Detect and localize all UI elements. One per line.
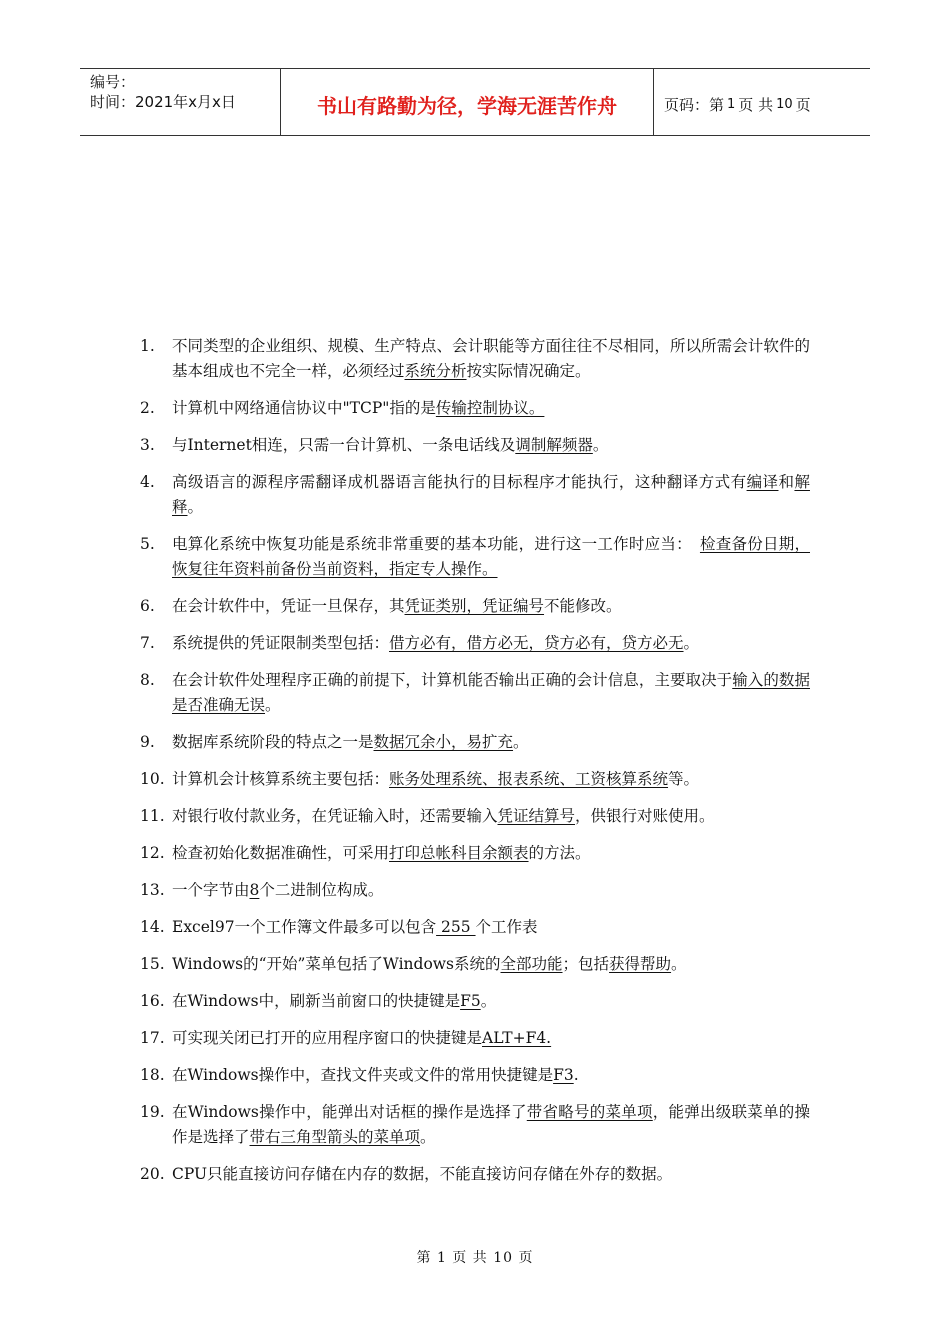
question-text: 。 (592, 436, 609, 454)
page-current: 1 (727, 96, 736, 112)
question-text: ；包括 (562, 955, 610, 973)
question-text: 按实际情况确定。 (466, 362, 591, 380)
question-text: 不能修改。 (544, 597, 622, 615)
question-text: 在会计软件中，凭证一旦保存，其 (172, 597, 405, 615)
question-text: Excel97一个工作簿文件最多可以包含 (172, 918, 437, 936)
list-item (140, 952, 810, 977)
item-number: 9. (140, 733, 155, 751)
answer-text: 编译 (746, 473, 779, 491)
answer-text: ALT+F4. (482, 1029, 552, 1047)
question-text: 。 (671, 955, 687, 973)
header-page-info (654, 69, 870, 135)
item-text (172, 1162, 810, 1187)
list-item (140, 841, 810, 866)
question-text: 在Windows操作中，查找文件夹或文件的常用快捷键是 (172, 1066, 554, 1084)
item-text (172, 989, 810, 1014)
question-list (140, 334, 810, 1199)
answer-text: 打印总帐科目余额表 (389, 844, 529, 862)
question-text: ，供银行对账使用。 (575, 807, 715, 825)
item-number: 16. (140, 992, 165, 1010)
answer-text: 系统分析 (404, 362, 467, 380)
item-number: 6. (140, 597, 155, 615)
question-text: CPU只能直接访问存储在内存的数据，不能直接访问存储在外存的数据。 (172, 1165, 673, 1183)
answer-text: 调制解频器 (515, 436, 593, 454)
list-item (140, 767, 810, 792)
item-text (172, 804, 810, 829)
list-item (140, 804, 810, 829)
serial-label: 编号： (90, 73, 136, 91)
question-text: 。 (480, 992, 497, 1010)
item-text (172, 1026, 810, 1051)
question-text: 不同类型的企业组织、规模、生产特点、会计职能等方面往往不尽相同，所以所需会计软件的基本组成也不完全一样，必须经过 (172, 337, 810, 380)
list-item (140, 1026, 810, 1051)
item-text (172, 433, 810, 458)
item-number: 15. (140, 955, 165, 973)
list-item (140, 334, 810, 384)
page-header (80, 68, 870, 136)
item-number: 5. (140, 535, 155, 553)
answer-text: 解释 (172, 473, 810, 516)
item-text (172, 532, 810, 582)
list-item (140, 878, 810, 903)
question-text: 可实现关闭已打开的应用程序窗口的快捷键是 (172, 1029, 483, 1047)
page-label-mid: 页 共 (738, 95, 774, 114)
list-item (140, 668, 810, 718)
item-number: 14. (140, 918, 165, 936)
page-label-suffix: 页 (795, 95, 811, 114)
answer-text: 输入的数据是否准确无误 (172, 671, 810, 714)
item-number: 18. (140, 1066, 165, 1084)
question-text: 数据库系统阶段的特点之一是 (172, 733, 374, 751)
item-number: 4. (140, 473, 155, 491)
question-text: 。 (683, 634, 700, 652)
item-text (172, 952, 810, 977)
question-text: 个工作表 (475, 918, 538, 936)
list-item (140, 915, 810, 940)
question-text: 系统提供的凭证限制类型包括： (172, 634, 390, 652)
answer-text: 账务处理系统、报表系统、工资核算系统 (389, 770, 669, 788)
item-number: 17. (140, 1029, 165, 1047)
answer-text: 获得帮助 (609, 955, 672, 973)
question-text: 在Windows操作中，能弹出对话框的操作是选择了 (172, 1103, 527, 1121)
question-text: 计算机会计核算系统主要包括： (172, 770, 390, 788)
item-number: 7. (140, 634, 155, 652)
question-text: 。 (513, 733, 529, 751)
question-text: 计算机中网络通信协议中"TCP"指的是 (172, 399, 436, 417)
answer-text: F3 (553, 1066, 574, 1084)
question-text: 检查初始化数据准确性，可采用 (172, 844, 390, 862)
list-item (140, 470, 810, 520)
question-text: Windows的“开始”菜单包括了Windows系统的 (172, 955, 501, 973)
item-number: 12. (140, 844, 165, 862)
question-text: 在Windows中，刷新当前窗口的快捷键是 (172, 992, 461, 1010)
answer-text: 带省略号的菜单项 (526, 1103, 653, 1121)
answer-text: 全部功能 (500, 955, 563, 973)
answer-text: 凭证结算号 (497, 807, 576, 825)
item-text (172, 841, 810, 866)
answer-text: 数据冗余小，易扩充 (373, 733, 514, 751)
list-item (140, 631, 810, 656)
answer-text: 检查备份日期，恢复往年资料前备份当前资料，指定专人操作。 (172, 535, 810, 578)
page-total: 10 (776, 96, 793, 112)
answer-text: 8 (249, 881, 260, 899)
date-label: 时间：2021年x月x日 (90, 93, 236, 111)
question-text: 对银行收付款业务，在凭证输入时，还需要输入 (172, 807, 498, 825)
question-text: 一个字节由 (172, 881, 250, 899)
item-number: 3. (140, 436, 155, 454)
item-number: 13. (140, 881, 165, 899)
question-text: . (573, 1066, 579, 1084)
item-number: 20. (140, 1165, 165, 1183)
item-text (172, 1063, 810, 1088)
answer-text: F5 (460, 992, 481, 1010)
list-item (140, 433, 810, 458)
item-text (172, 396, 810, 421)
answer-text: 带右三角型箭头的菜单项 (249, 1128, 421, 1146)
answer-text: 凭证类别，凭证编号 (404, 597, 545, 615)
item-number: 19. (140, 1103, 165, 1121)
item-number: 11. (140, 807, 165, 825)
question-text: 在会计软件处理程序正确的前提下，计算机能否输出正确的会计信息，主要取决于 (172, 671, 733, 689)
list-item (140, 532, 810, 582)
item-number: 10. (140, 770, 165, 788)
header-motto: 书山有路勤为径，学海无涯苦作舟 (281, 69, 654, 135)
item-text (172, 668, 810, 718)
item-number: 2. (140, 399, 155, 417)
item-text (172, 730, 810, 755)
question-text: 与Internet相连，只需一台计算机、一条电话线及 (172, 436, 516, 454)
question-text: 和 (778, 473, 795, 491)
answer-text: 255 (436, 918, 476, 936)
item-text (172, 334, 810, 384)
question-text: 。 (187, 498, 204, 516)
question-text: 的方法。 (528, 844, 591, 862)
list-item (140, 1100, 810, 1150)
answer-text: 传输控制协议。 (435, 399, 545, 417)
question-text: ，能弹出级联菜单的操作是选择了 (172, 1103, 810, 1146)
item-text (172, 878, 810, 903)
list-item (140, 396, 810, 421)
list-item (140, 1162, 810, 1187)
question-text: 。 (265, 696, 281, 714)
item-text (172, 470, 810, 520)
question-text: 等。 (668, 770, 700, 788)
question-text: 电算化系统中恢复功能是系统非常重要的基本功能，进行这一工作时应当： (172, 535, 700, 553)
item-number: 8. (140, 671, 155, 689)
question-text: 高级语言的源程序需翻译成机器语言能执行的目标程序才能执行，这种翻译方式有 (172, 473, 747, 491)
item-text (172, 1100, 810, 1150)
item-text (172, 631, 810, 656)
item-text (172, 767, 810, 792)
item-number: 1. (140, 337, 155, 355)
question-text: 。 (420, 1128, 436, 1146)
page-label-prefix: 页码：第 (664, 95, 725, 114)
list-item (140, 989, 810, 1014)
header-meta (80, 69, 281, 135)
answer-text: 借方必有，借方必无，贷方必有，贷方必无 (389, 634, 684, 652)
list-item (140, 730, 810, 755)
page-footer: 第 1 页 共 10 页 (416, 1250, 534, 1266)
list-item (140, 1063, 810, 1088)
item-text (172, 594, 810, 619)
question-text: 个二进制位构成。 (259, 881, 384, 899)
list-item (140, 594, 810, 619)
item-text (172, 915, 810, 940)
